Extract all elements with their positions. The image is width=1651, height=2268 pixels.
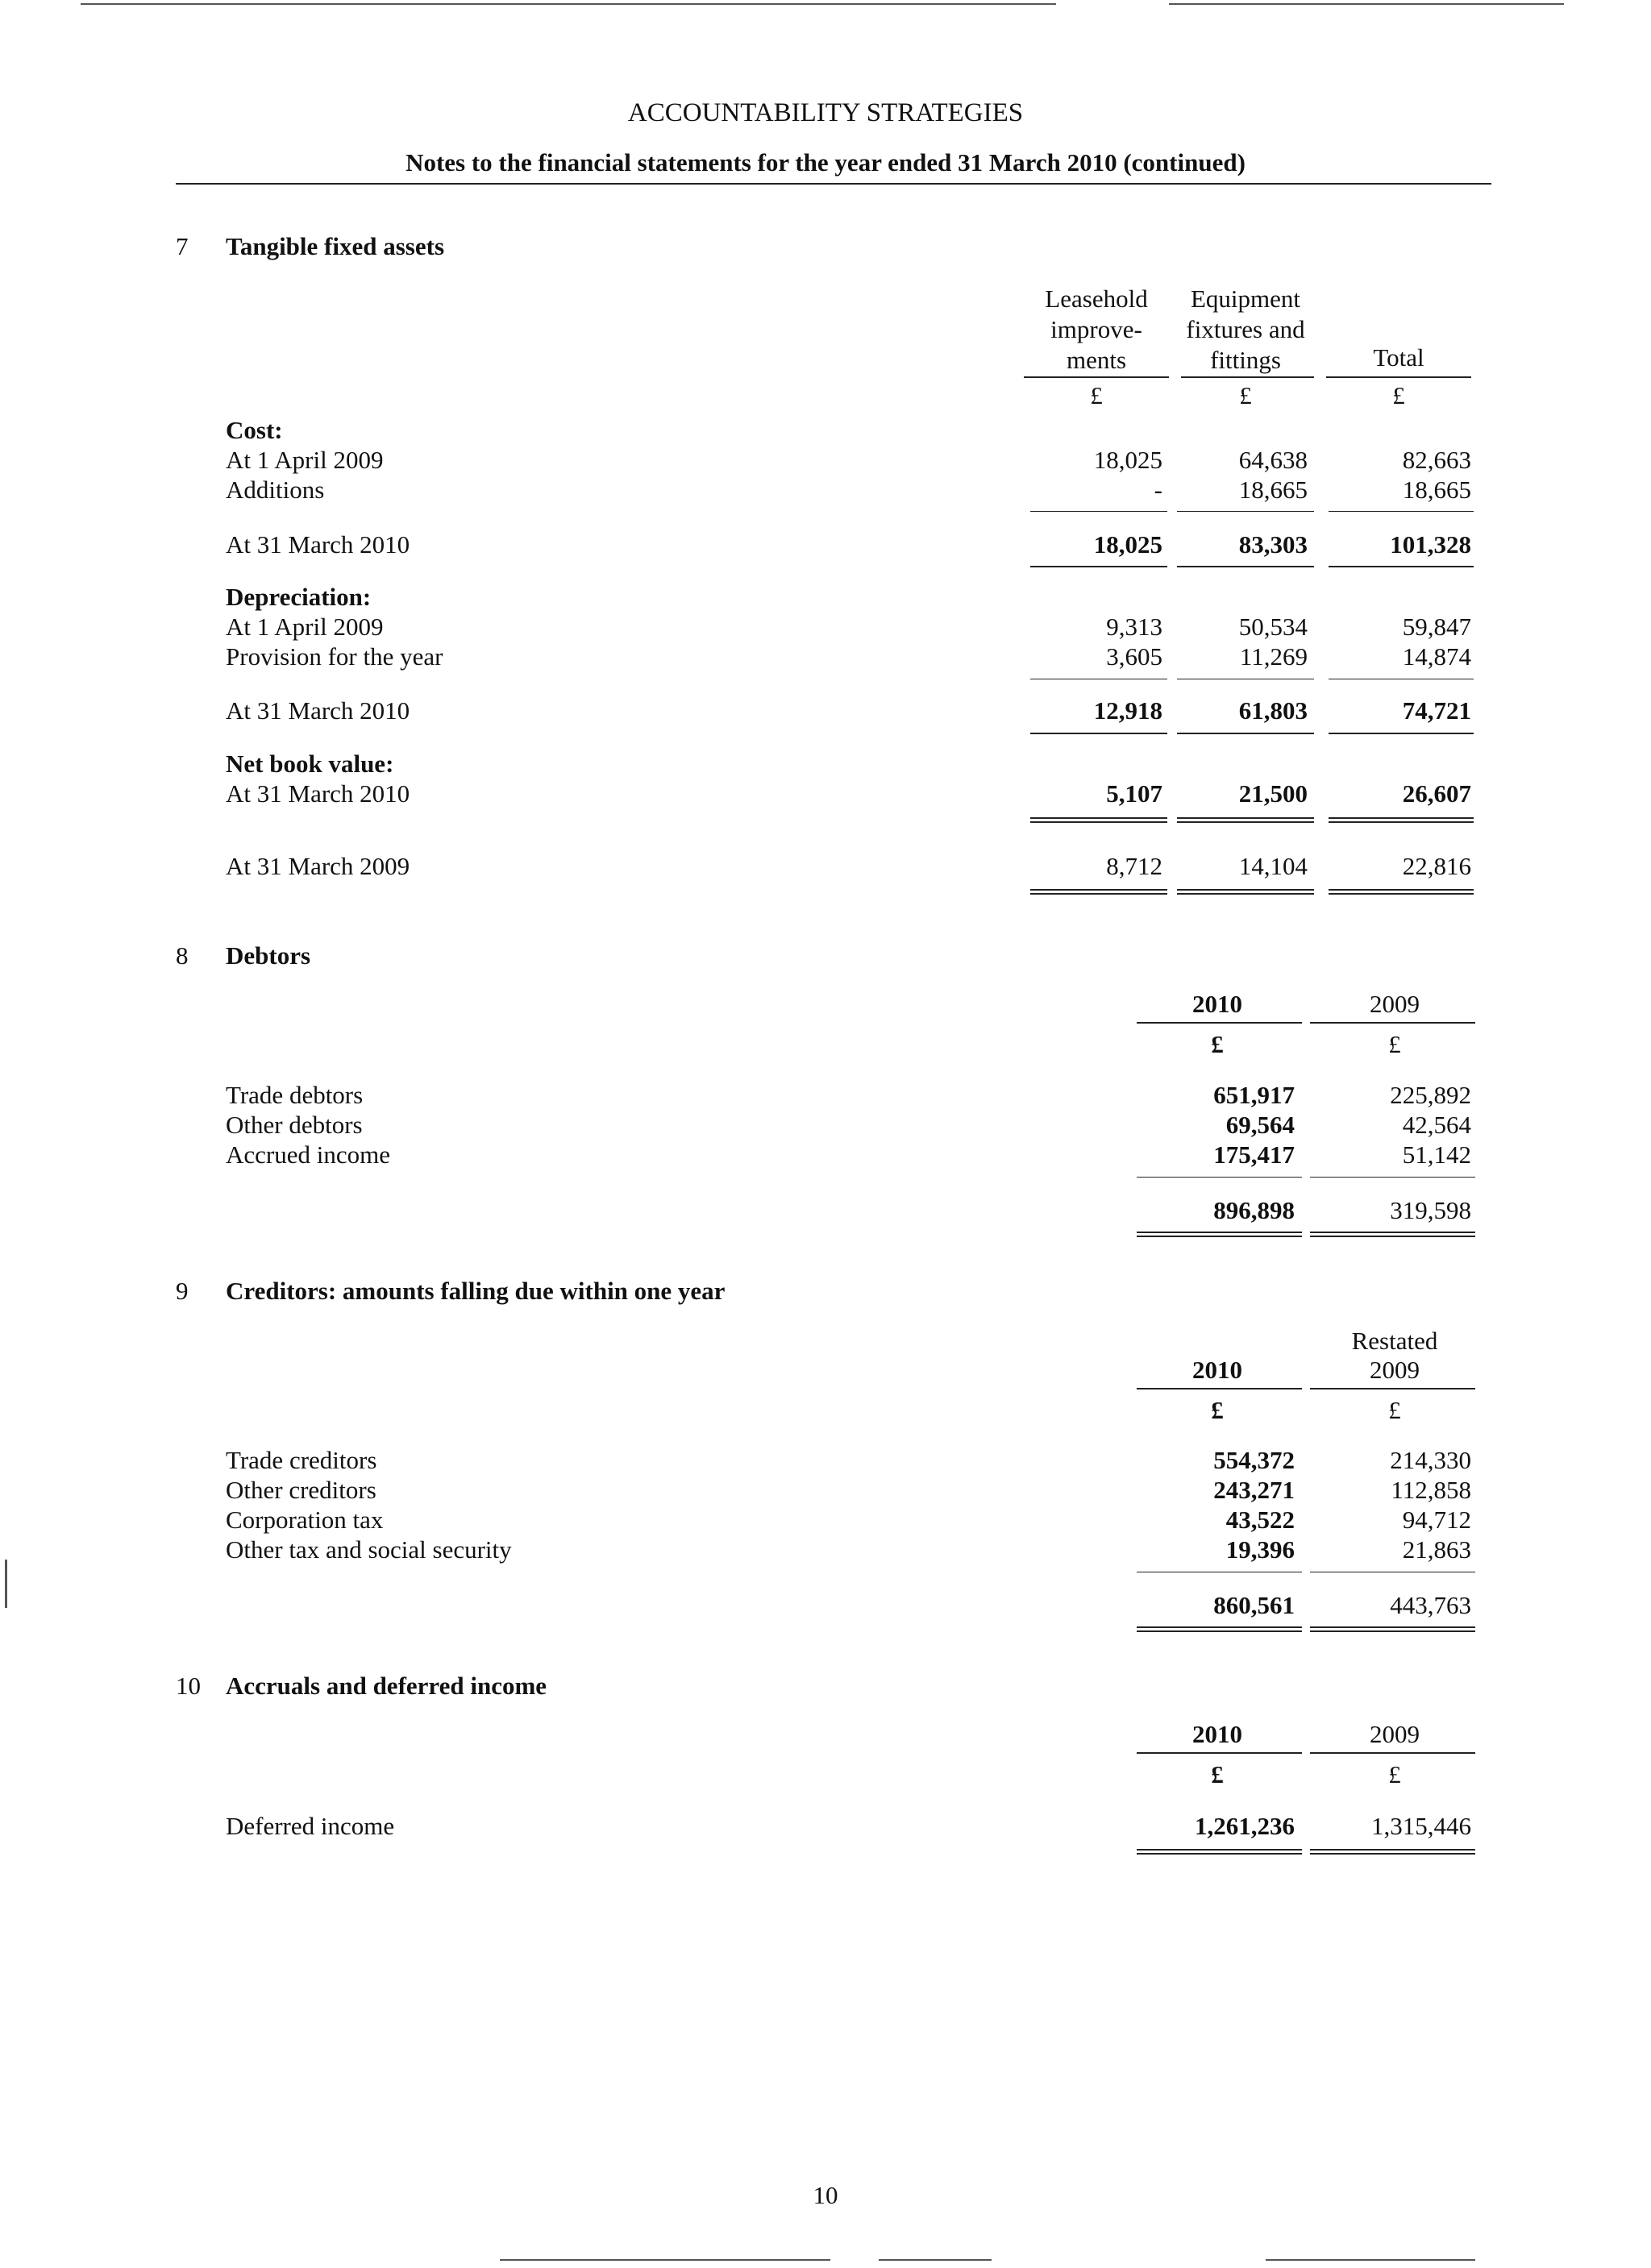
column-header: Equipment fixtures and fittings bbox=[1186, 285, 1305, 374]
cell-value: 19,396 bbox=[1225, 1535, 1295, 1564]
currency-symbol: £ bbox=[1211, 1760, 1224, 1788]
page-number: 10 bbox=[813, 2181, 838, 2209]
total-rule bbox=[1177, 566, 1314, 567]
currency-symbol: £ bbox=[1388, 1396, 1401, 1424]
total-value: 860,561 bbox=[1213, 1591, 1295, 1619]
header-underline bbox=[1310, 1752, 1475, 1754]
row-label: Corporation tax bbox=[226, 1506, 384, 1534]
cell-value: 9,313 bbox=[1106, 613, 1162, 641]
row-label: At 31 March 2009 bbox=[226, 852, 410, 880]
row-label: At 31 March 2010 bbox=[226, 530, 410, 559]
note-number: 9 bbox=[176, 1277, 189, 1305]
section-heading: Depreciation: bbox=[226, 583, 372, 611]
double-rule bbox=[1137, 1849, 1302, 1855]
row-label: At 31 March 2010 bbox=[226, 779, 410, 808]
cell-value: 243,271 bbox=[1213, 1476, 1295, 1504]
total-rule bbox=[1030, 566, 1167, 567]
cell-value: 214,330 bbox=[1390, 1446, 1471, 1474]
note-number: 8 bbox=[176, 941, 189, 970]
cell-value: 42,564 bbox=[1402, 1111, 1471, 1139]
currency-symbol: £ bbox=[1388, 1760, 1401, 1788]
scan-edge-line bbox=[81, 3, 1056, 5]
total-value: 319,598 bbox=[1390, 1196, 1471, 1224]
cell-value: 83,303 bbox=[1238, 530, 1308, 559]
cell-value: 651,917 bbox=[1213, 1081, 1295, 1109]
currency-symbol: £ bbox=[1211, 1396, 1224, 1424]
cell-value: 11,269 bbox=[1239, 642, 1308, 671]
double-rule bbox=[1137, 1232, 1302, 1237]
row-label: Other creditors bbox=[226, 1476, 376, 1504]
cell-value: 21,863 bbox=[1402, 1535, 1471, 1564]
double-rule bbox=[1030, 889, 1167, 895]
cell-value: - bbox=[1154, 476, 1162, 504]
header-underline bbox=[1137, 1752, 1302, 1754]
cell-value: 22,816 bbox=[1402, 852, 1471, 880]
row-label: At 31 March 2010 bbox=[226, 696, 410, 725]
column-header: 2010 bbox=[1192, 1720, 1242, 1748]
cell-value: 18,025 bbox=[1093, 530, 1162, 559]
double-rule bbox=[1310, 1626, 1475, 1632]
note-title: Creditors: amounts falling due within one year bbox=[226, 1277, 726, 1305]
row-label: Accrued income bbox=[226, 1140, 390, 1169]
column-header: Leasehold improve- ments bbox=[1045, 285, 1148, 374]
cell-value: 112,858 bbox=[1391, 1476, 1471, 1504]
column-header: 2009 bbox=[1370, 1720, 1420, 1748]
note-number: 10 bbox=[176, 1672, 201, 1700]
cell-value: 82,663 bbox=[1402, 446, 1471, 474]
cell-value: 69,564 bbox=[1225, 1111, 1295, 1139]
header-rule bbox=[176, 183, 1491, 185]
section-heading: Cost: bbox=[226, 416, 283, 444]
double-rule bbox=[1137, 1626, 1302, 1632]
header-underline bbox=[1310, 1388, 1475, 1389]
cell-value: 94,712 bbox=[1402, 1506, 1471, 1534]
cell-value: 12,918 bbox=[1093, 696, 1162, 725]
header-underline bbox=[1310, 1022, 1475, 1024]
column-header: 2010 bbox=[1192, 990, 1242, 1018]
cell-value: 554,372 bbox=[1213, 1446, 1295, 1474]
cell-value: 43,522 bbox=[1225, 1506, 1295, 1534]
header-underline bbox=[1024, 376, 1169, 378]
cell-value: 101,328 bbox=[1390, 530, 1471, 559]
header-underline bbox=[1326, 376, 1471, 378]
double-rule bbox=[1030, 817, 1167, 823]
subtotal-rule bbox=[1329, 511, 1474, 512]
section-heading: Net book value: bbox=[226, 750, 394, 778]
row-label: Additions bbox=[226, 476, 325, 504]
cell-value: 14,104 bbox=[1238, 852, 1308, 880]
row-label: At 1 April 2009 bbox=[226, 613, 384, 641]
row-label: Other tax and social security bbox=[226, 1535, 512, 1564]
row-label: Provision for the year bbox=[226, 642, 443, 671]
scan-edge-line bbox=[1169, 3, 1564, 5]
cell-value: 175,417 bbox=[1213, 1140, 1295, 1169]
total-rule bbox=[1329, 566, 1474, 567]
cell-value: 74,721 bbox=[1402, 696, 1471, 725]
column-header: 2010 bbox=[1192, 1356, 1242, 1384]
row-label: Trade debtors bbox=[226, 1081, 364, 1109]
cell-value: 14,874 bbox=[1402, 642, 1471, 671]
subtotal-rule bbox=[1030, 511, 1167, 512]
header-underline bbox=[1137, 1388, 1302, 1389]
cell-value: 21,500 bbox=[1238, 779, 1308, 808]
subtotal-rule bbox=[1137, 1177, 1302, 1178]
cell-value: 61,803 bbox=[1238, 696, 1308, 725]
total-rule bbox=[1177, 733, 1314, 734]
cell-value: 18,025 bbox=[1093, 446, 1162, 474]
cell-value: 225,892 bbox=[1390, 1081, 1471, 1109]
column-header: Total bbox=[1373, 343, 1424, 372]
subtotal-rule bbox=[1310, 1177, 1475, 1178]
cell-value: 1,261,236 bbox=[1195, 1812, 1295, 1840]
scan-edge-line bbox=[5, 1560, 7, 1608]
total-value: 443,763 bbox=[1390, 1591, 1471, 1619]
total-value: 896,898 bbox=[1213, 1196, 1295, 1224]
currency-symbol: £ bbox=[1211, 1030, 1224, 1058]
cell-value: 5,107 bbox=[1106, 779, 1162, 808]
double-rule bbox=[1177, 889, 1314, 895]
cell-value: 18,665 bbox=[1402, 476, 1471, 504]
cell-value: 50,534 bbox=[1238, 613, 1308, 641]
double-rule bbox=[1329, 817, 1474, 823]
subtotal-rule bbox=[1177, 511, 1314, 512]
currency-symbol: £ bbox=[1388, 1030, 1401, 1058]
currency-symbol: £ bbox=[1392, 381, 1405, 409]
cell-value: 3,605 bbox=[1106, 642, 1162, 671]
double-rule bbox=[1310, 1849, 1475, 1855]
cell-value: 8,712 bbox=[1106, 852, 1162, 880]
scan-edge-line bbox=[500, 2259, 830, 2261]
row-label: Trade creditors bbox=[226, 1446, 377, 1474]
restated-label: Restated bbox=[1351, 1327, 1438, 1355]
double-rule bbox=[1310, 1232, 1475, 1237]
currency-symbol: £ bbox=[1239, 381, 1252, 409]
row-label: Deferred income bbox=[226, 1812, 395, 1840]
cell-value: 18,665 bbox=[1238, 476, 1308, 504]
total-rule bbox=[1329, 733, 1474, 734]
note-title: Debtors bbox=[226, 941, 311, 970]
total-rule bbox=[1030, 733, 1167, 734]
note-number: 7 bbox=[176, 232, 189, 260]
double-rule bbox=[1329, 889, 1474, 895]
row-label: Other debtors bbox=[226, 1111, 363, 1139]
cell-value: 59,847 bbox=[1402, 613, 1471, 641]
cell-value: 51,142 bbox=[1402, 1140, 1471, 1169]
cell-value: 1,315,446 bbox=[1371, 1812, 1471, 1840]
header-underline bbox=[1137, 1022, 1302, 1024]
note-title: Accruals and deferred income bbox=[226, 1672, 547, 1700]
scan-edge-line bbox=[1266, 2259, 1475, 2261]
scan-edge-line bbox=[879, 2259, 992, 2261]
column-header: 2009 bbox=[1370, 990, 1420, 1018]
double-rule bbox=[1177, 817, 1314, 823]
row-label: At 1 April 2009 bbox=[226, 446, 384, 474]
cell-value: 64,638 bbox=[1238, 446, 1308, 474]
column-header: 2009 bbox=[1370, 1356, 1420, 1384]
header-underline bbox=[1181, 376, 1314, 378]
company-name: ACCOUNTABILITY STRATEGIES bbox=[627, 98, 1024, 127]
cell-value: 26,607 bbox=[1402, 779, 1471, 808]
currency-symbol: £ bbox=[1090, 381, 1103, 409]
note-title: Tangible fixed assets bbox=[226, 232, 445, 260]
page-subtitle: Notes to the financial statements for the year ended 31 March 2010 (continued) bbox=[405, 148, 1246, 177]
